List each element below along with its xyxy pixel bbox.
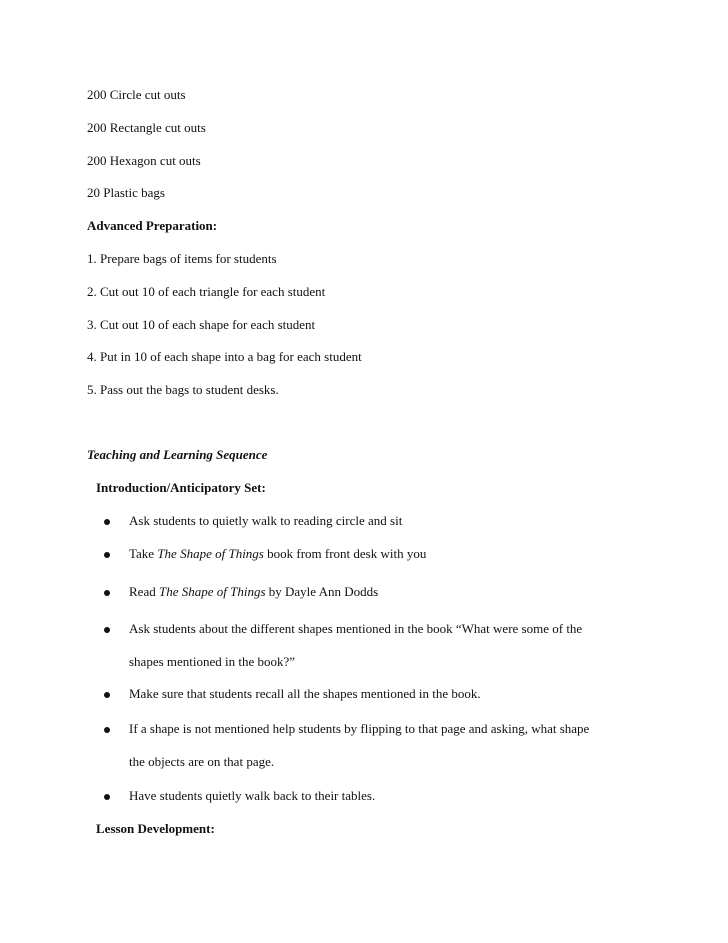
intro-bullet-text: Have students quietly walk back to their tables. (129, 788, 376, 803)
intro-bullet-text (129, 584, 378, 600)
intro-bullet-text: Ask students to quietly walk to reading circle and sit (129, 513, 403, 528)
bullet-icon (104, 727, 110, 733)
lesson-development-heading: Lesson Development: (96, 821, 215, 836)
bullet-icon (104, 627, 110, 633)
material-item: 200 Hexagon cut outs (87, 153, 201, 168)
preparation-step: 1. Prepare bags of items for students (87, 251, 277, 266)
intro-bullet-text: If a shape is not mentioned help students by flipping to that page and asking, what shape (129, 721, 590, 736)
material-item: 20 Plastic bags (87, 185, 165, 200)
intro-bullet-text-continued: the objects are on that page. (129, 754, 275, 769)
material-item: 200 Rectangle cut outs (87, 120, 206, 135)
preparation-step: 3. Cut out 10 of each shape for each student (87, 317, 316, 332)
bullet-icon (104, 552, 110, 558)
introduction-heading: Introduction/Anticipatory Set: (96, 480, 266, 495)
bullet-icon (104, 519, 110, 525)
intro-bullet-text: Ask students about the different shapes mentioned in the book “What were some of the (129, 621, 583, 636)
bullet-icon (104, 692, 110, 698)
book-title: The Shape of Things (158, 584, 266, 599)
material-item: 200 Circle cut outs (87, 87, 186, 102)
bullet-text-pre: Read (129, 584, 159, 599)
book-title: The Shape of Things (157, 546, 264, 561)
intro-bullet-text (129, 546, 426, 562)
preparation-step: 4. Put in 10 of each shape into a bag for each student (87, 349, 362, 364)
intro-bullet-text: Make sure that students recall all the shapes mentioned in the book. (129, 686, 481, 701)
bullet-text-pre: Take (129, 546, 158, 561)
bullet-text-post: book from front desk with you (263, 546, 427, 561)
bullet-text-post: by Dayle Ann Dodds (265, 584, 379, 599)
advanced-preparation-heading: Advanced Preparation: (87, 218, 218, 233)
preparation-step: 5. Pass out the bags to student desks. (87, 382, 279, 397)
bullet-icon (104, 794, 110, 800)
preparation-step: 2. Cut out 10 of each triangle for each student (87, 284, 326, 299)
bullet-icon (104, 590, 110, 596)
intro-bullet-text-continued: shapes mentioned in the book?” (129, 654, 296, 669)
teaching-sequence-heading: Teaching and Learning Sequence (87, 447, 268, 462)
